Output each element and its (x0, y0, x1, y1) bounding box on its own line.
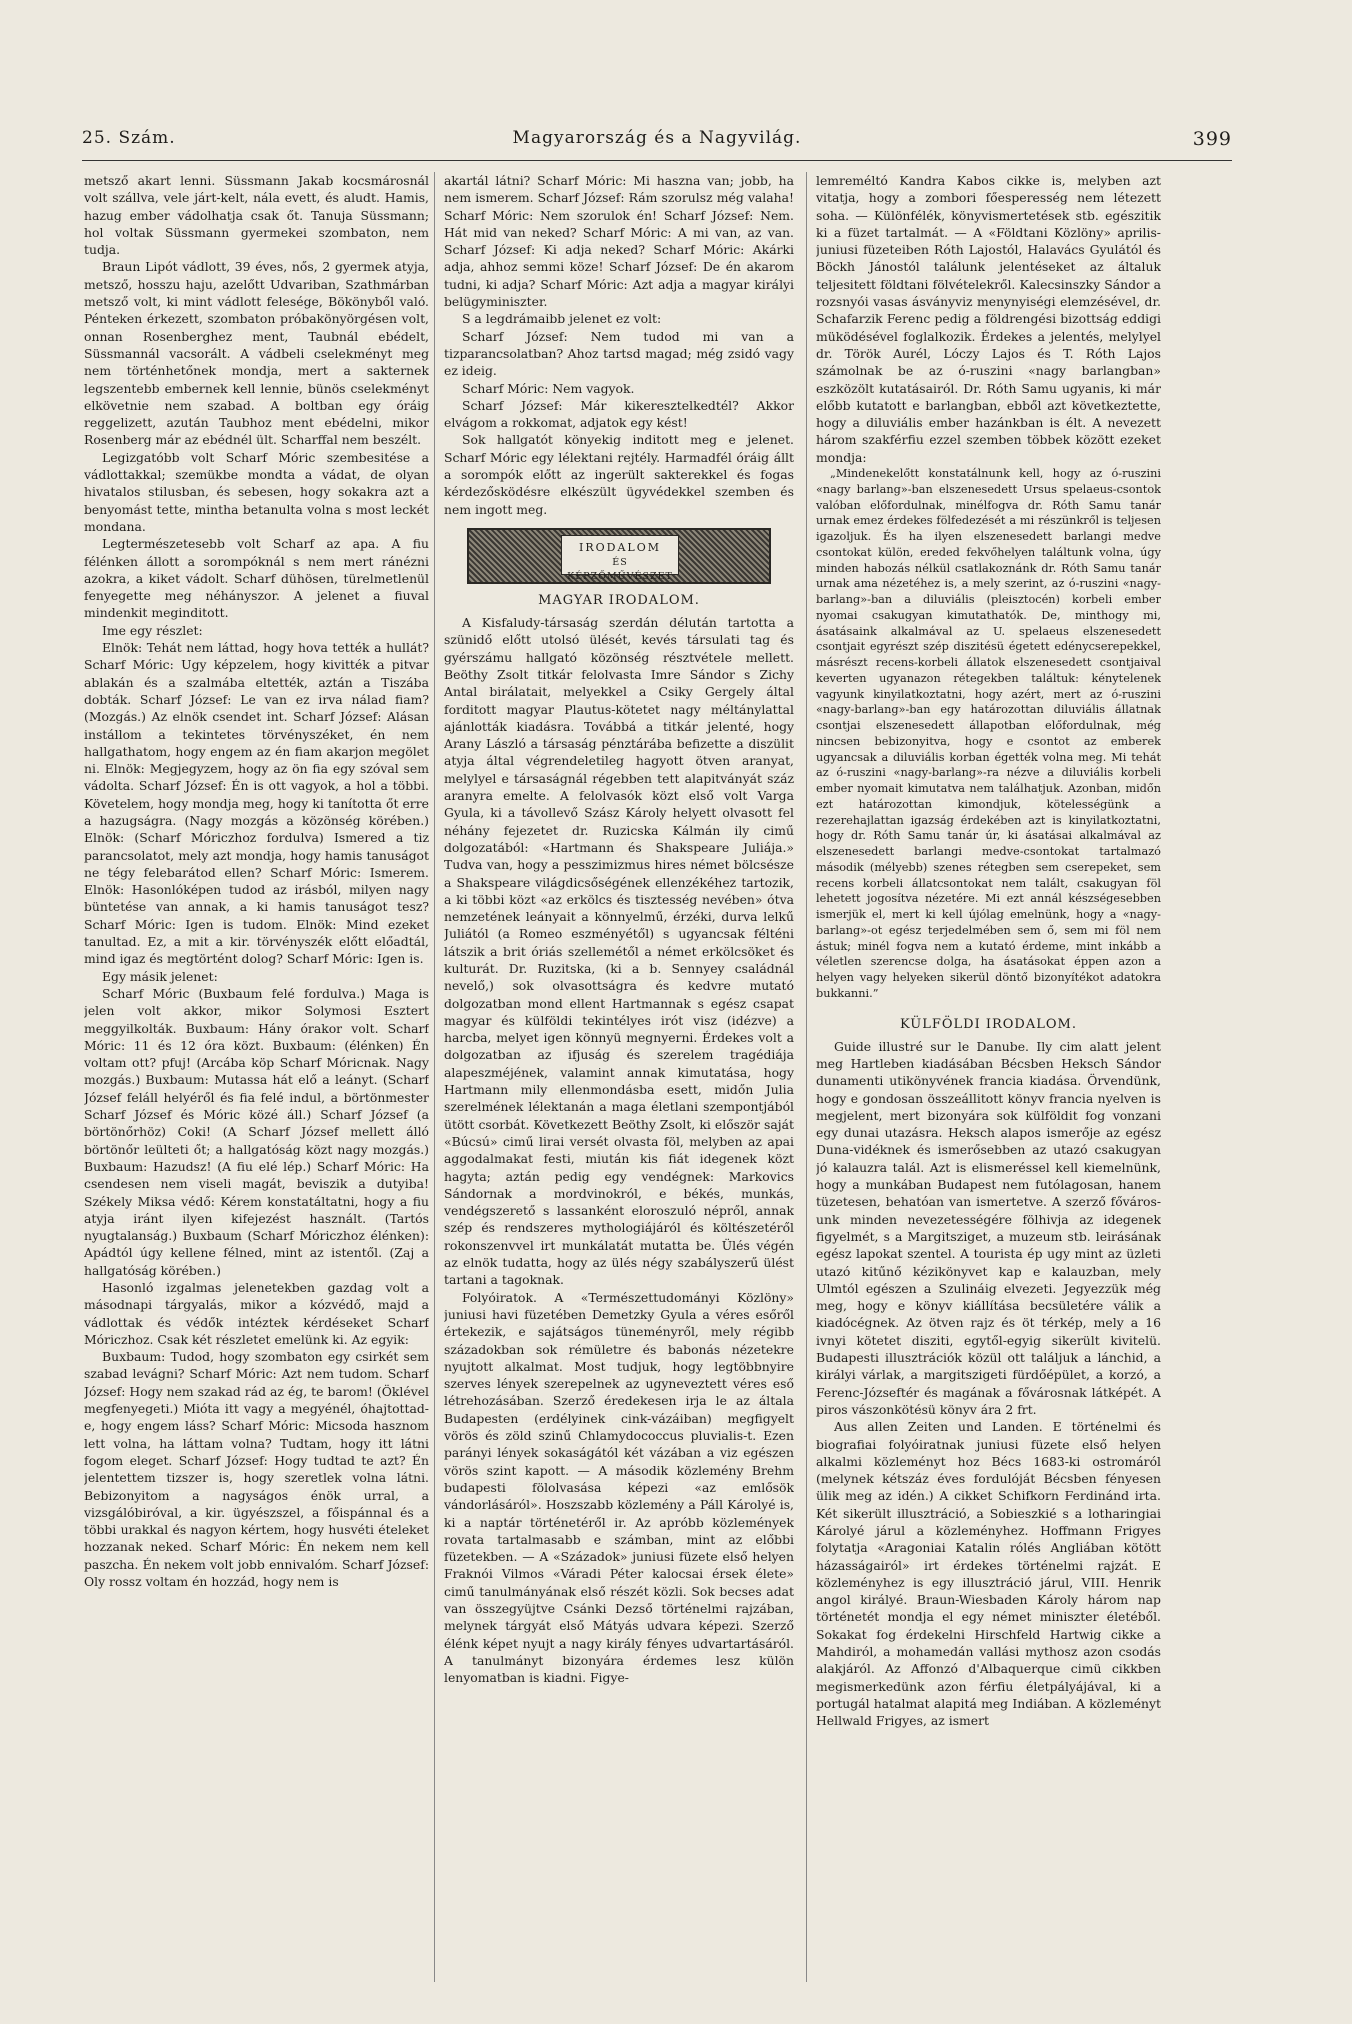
paragraph: Legizgatóbb volt Scharf Móric szembesitése a vádlottakkal; szemükbe mondta a vádat, de olyan hivatalos stilusban, és sebesen, hogy sokakra azt a benyomást tette, mintha betanulta volna s most leckét mondana. (84, 449, 429, 534)
paragraph: Braun Lipót vádlott, 39 éves, nős, 2 gyermek atyja, metsző, hosszu haju, azelőtt Udvariban, Szathmárban metsző volt, ki mint vádlott felesége, Bökönyből való. Pénteken érkezett, szombaton próbakönyörgésen volt, onnan Rosenberghez ment, Taubnál ebédelt, Süssmannál vacsorált. A vádbeli cselekményt meg nem történhetőnek mondja, mert a sakternek legszentebb embernek kell lennie, bünös cselekményt elkövetnie nem szabad. A boltban egy óráig reggelizett, azután Taubhoz ment ebédelni, mikor Rosenberg már az ebédnél ült. Scharffal nem beszélt. (84, 259, 429, 448)
paragraph: S a legdrámaibb jelenet ez volt: (462, 311, 662, 327)
paragraph: akartál látni? Scharf Móric: Mi haszna van; jobb, ha nem ismerem. Scharf József: Rám szorulsz még valaha! Scharf Móric: Nem szorulok én! Scharf József: Nem. Hát mid van neked? Scharf Móric: A mi van, az van. Scharf József: Ki adja neked? Scharf Móric: Akárki adja, ahhoz semmi köze! Scharf József: De én akarom tudni, ki adja? Scharf Móric: Azt adja a magyar királyi belügyminiszter. (444, 173, 794, 310)
paragraph: Egy másik jelenet: (102, 968, 218, 984)
column-divider (434, 172, 435, 1982)
page-header (82, 128, 1232, 160)
header-rule (82, 160, 1232, 161)
column-1 (84, 172, 429, 1992)
section-banner (467, 528, 771, 584)
paragraph: Folyóiratok. A «Természettudományi Közlöny» juniusi havi füzetében Demetzky Gyula a véres esőről értekezik, e sajátságos tüneményről, mely régibb századokban sok rémületre és babonás nézetekre nyujtott alkalmat. Most tudjuk, hogy legtöbbnyire szerves lények szerepelnek az ugyneveztett véres eső létrehozásában. Szerző éredekesen irja le az általa Budapesten (erdélyinek cink-vázáiban) megfigyelt vörös és zöld szinű Chlamydococcus pluvialis-t. Ezen parányi lények sokaságától két vázában a viz egészen vörös szint kapott. — A második közlemény Brehm budapesti fölolvasása képezi «az emlősök vándorlásáról». Hoszszabb közlemény a Páll Károlyé is, ki a naptár történetéről ir. Az apróbb közlemények rovata tartalmasabb e számban, mint az előbbi füzetekben. — A «Századok» juniusi füzete első helyen Fraknói Vilmos «Váradi Péter kalocsai érsek élete» cimű tanulmányának első részét közli. Sok becses adat van összegyüjtve Csánki Dezső történelmi rajzában, melynek tárgyát első Mátyás udvara képezi. Szerző élénk képet nyujt a nagy király fényes udvartartásáról. A tanulmányt bizonyára érdemes lesz külön lenyomatban is kiadni. Figye- (444, 1289, 794, 1686)
column-divider (806, 172, 807, 1982)
page-number: 399 (1192, 128, 1232, 150)
column-2 (444, 172, 794, 1992)
paragraph: Elnök: Tehát nem láttad, hogy hova tették a hullát? Scharf Móric: Ugy képzelem, hogy kivitték a pitvar ablakán és a szalmába eltették, aztán a Tiszába dobták. Scharf József: Le van ez irva nálad fiam? (Mozgás.) Az elnök csendet int. Scharf József: Alásan instállom a tekintetes törvényszéket, én nem hallgathatom, hogy engem az én fiam akarjon megölet ni. Elnök: Megjegyzem, hogy az ön fia egy szóval sem vádolta. Scharf József: Én is ott vagyok, a hol a többi. Követelem, hogy mondja meg, hogy ki tanította őt erre a hazugságra. (Nagy mozgás a közönség körében.) Elnök: (Scharf Móriczhoz fordulva) Ismered a tiz parancsolatot, mely azt mondja, hogy hamis tanuságot ne tégy felebarátod ellen? Scharf Móric: Ismerem. Elnök: Hasonlóképen tudod az irásból, milyen nagy büntetése van annak, a ki hamis tanuságot tesz? Scharf Móric: Igen is tudom. Elnök: Mind ezeket tanultad. Ez, a mit a kir. törvényszék előtt előadtál, mind igaz és megtörtént dolog? Scharf Móric: Igen is. (84, 640, 429, 967)
banner-label (561, 535, 679, 582)
paragraph: Legtermészetesebb volt Scharf az apa. A fiu félénken állott a sorompóknál s nem mert ránézni azokra, a kiket vádolt. Scharf dühösen, türelmetlenül fenyegette meg néhányszor. A jelenet a fiuval mindenkit meginditott. (84, 536, 429, 621)
quote-paragraph: „Mindenekelőtt konstatálnunk kell, hogy az ó-ruszini «nagy barlang»-ban elszenesedett Ursus spelaeus-csontok valóban előfordulnak, minélfogva dr. Róth Samu tanár urnak emez érdekes fölfedezését a mi részünkről is teljesen igazoljuk. És ha ilyen elszenesedett barlangi medve csontokat külön, ereded fekvőhelyen találtunk volna, úgy minden habozás nélkül csatlakoznánk dr. Róth Samu tanár urnak ama nézetéhez is, a mely szerint, az ó-ruszini «nagy-barlang»-ban a diluviális (pleisztocén) korbeli ember nyomai csakugyan kimutathatók. De, minthogy mi, ásatásaink alkalmával az U. spelaeus elszenesedett csontjait egyrészt szép diszitésü égetett edénycserepekkel, másrészt recens-korbeli állatok elszenesedett csontjaival keverten ugyanazon rétegekben találtuk: kénytelenek vagyunk kinyilatkoztatni, hogy azért, mert az ó-ruszini «nagy-barlang»-ban egy határozottan diluviális állatnak csontjai elszenesedett állapotban előfordulnak, még nincsen bebizonyitva, hogy e csontot az emberek ugyancsak a diluviális korban égették volna meg. Mi tehát az ó-ruszini «nagy-barlang»-ra nézve a diluviális korbeli ember nyomait kimutatva nem találhatjuk. Azonban, midőn ezt határozottan kimondjuk, kötelességünk a rezerehajlattan igazság érdekében azt is kinyilatkoztatni, hogy dr. Róth Samu tanár úr, ki ásatásai alkalmával az elszenesedett barlangi medve-csontokat tartalmazó második (mélyebb) szenes rétegben sem cserepeket, sem recens korbeli állatcsontokat nem talált, csakugyan föl lehetett jogosítva nézetére. Mi ezt annál készségesebben ismerjük el, mert ki kell újólag emelnünk, hogy a «nagy-barlang»-ot egész terjedelmében sem ő, sem mi föl nem ástuk; minél fogva nem a kutató érdeme, mint inkább a véletlen szerencse dolga, ha ásatásokat éppen azon a helyen vagy helyeken sikerül döntő bizonyítékot adatokra bukkanni.” (816, 467, 1161, 1000)
section-heading-magyar: MAGYAR IRODALOM. (538, 592, 700, 608)
paragraph: Guide illustré sur le Danube. Ily cim alatt jelent meg Hartleben kiadásában Bécsben Heksch Sándor dunamenti utikönyvének francia kiadása. Örvendünk, hogy e gondosan összeállitott könyv francia nyelven is megjelent, mert bizonyára sok külföldit fog vonzani egy dunai utazásra. Heksch alapos ismerője az egész Duna-vidéknek és ismerősebben az utazó csakugyan jó kalauzra talál. Azt is elismeréssel kell kiemelnünk, hogy a munkában Budapest nem futólagosan, hanem tüzetesen, behatóan van ismertetve. A szerző fővárosunk minden nevezetességére fölhivja az idegenek figyelmét, s a Margitsziget, a muzeum stb. leirásának egész lapokat szentel. A tourista ép ugy mint az üzleti utazó kitűnő kézikönyvet kap e kalauzban, mely Ulmtól egészen a Szulináig elvezeti. Jegyezzük még meg, hogy e könyv kiállítása becsületére válik a kiadócégnek. Az ötven rajz és öt térkép, mely a 16 ivnyi kötetet disziti, egytől-egyig sikerült kivitelü. Budapesti illusztrációk közül ott találjuk a lánchid, a királyi várlak, a margitszigeti fürdőépület, a korzó, a Ferenc-Józseftér és magának a fővárosnak látképét. A piros vászonkötésü könyv ára 2 frt. (816, 1038, 1161, 1417)
banner-line2: ÉS KÉPZŐMŰVÉSZET (567, 556, 673, 582)
paragraph: Hasonló izgalmas jelenetekben gazdag volt a másodnapi tárgyalás, mikor a kózvédő, majd a vádlottak és védők intéztek kérdéseket Scharf Móriczhoz. Csak két részletet emelünk ki. Az egyik: (84, 1280, 429, 1347)
paragraph: Scharf József: Nem tudod mi van a tizparancsolatban? Ahoz tartsd magad; még zsidó vagy ez ideig. (444, 328, 794, 379)
column-3 (816, 172, 1161, 1992)
paragraph: Ime egy részlet: (102, 622, 203, 638)
paragraph: Buxbaum: Tudod, hogy szombaton egy csirkét sem szabad levágni? Scharf Móric: Azt nem tudom. Scharf József: Hogy nem szakad rád az ég, te barom! (Öklével megfenyegeti.) Mióta itt vagy a megyénél, óhajtottad-e, hogy engem láss? Scharf Móric: Micsoda hasznom lett volna, ha láttam volna? Tudtam, hogy itt látni fogom eleget. Scharf József: Hogy tudtad te azt? Én jelentettem tizszer is, hogy szeretlek volna látni. Bebizonyitom a nagyságos énök urral, a vizsgálóbiróval, a kir. ügyészszel, a főispánnal és a többi urakkal és nagyon kértem, hogy husvéti ételeket hozzanak neked. Scharf Móric: Én nekem nem kell paszcha. Én nekem volt jobb ennivalóm. Scharf József: Oly rossz voltam én hozzád, hogy nem is (84, 1349, 429, 1590)
issue-number: 25. Szám. (82, 128, 176, 148)
paragraph: Aus allen Zeiten und Landen. E történelmi és biografiai folyóiratnak juniusi füzete első helyen alkalmi közleményt hoz Bécs 1683-ki ostromáról (melynek kétszáz éves fordulóját Bécsben fényesen ülik meg az idén.) A cikket Schifkorn Ferdinánd irta. Két sikerült illusztráció, a Sobieszkié s a lotharingiai Károlyé járul a közleményhez. Hoffmann Frigyes folytatja «Aragoniai Katalin rólés Angliában kötött házasságairól» irt érdekes történelmi rajzát. E közleményhez is egy illusztráció járul, VIII. Henrik angol királyé. Braun-Wiesbaden Károly három nap történetét mondja el egy német miniszter életéből. Sokakat fog érdekelni Hirschfeld Hartwig cikke a Mahdiról, a mohamedán vallási mythosz azon csodás alakjáról. Az Affonzó d'Albaquerque cimü cikkben megismerkedünk azon férfiu életpályájával, ki a portugál hatalmat alapitá meg Indiában. A közleményt Hellwald Frigyes, az ismert (816, 1419, 1161, 1729)
paragraph: Scharf Móric (Buxbaum felé fordulva.) Maga is jelen volt akkor, mikor Solymosi Esztert meggyilkolták. Buxbaum: Hány órakor volt. Scharf Móric: 11 és 12 óra közt. Buxbaum: (élénken) Én voltam ott? pfuj! (Arcába köp Scharf Móricnak. Nagy mozgás.) Buxbaum: Mutassa hát elő a leányt. (Scharf József feláll helyéről és fia felé indul, a börtönmester Scharf József és Móric közé áll.) Scharf József (a börtönőrhöz) Coki! (A Scharf József mellett álló börtönőr leülteti őt; a hallgatóság közt nagy mozgás.) Buxbaum: Hazudsz! (A fiu elé lép.) Scharf Móric: Ha csendesen nem viseli magát, beviszik a dutyiba! Székely Miksa védő: Kérem konstatáltatni, hogy a fiu atyja iránt ilyen kifejezést használt. (Tartós nyugtalanság.) Buxbaum (Scharf Móriczhoz élénken): Apádtól úgy kellene félned, mint az istentől. (Zaj a hallgatóság körében.) (84, 985, 429, 1278)
paragraph: metsző akart lenni. Süssmann Jakab kocsmárosnál volt szállva, vele járt-kelt, nála evett, és aludt. Hamis, hazug ember vádolhatja csak őt. Tanuja Süssmann; hol voltak Süssmann gyermekei szombaton, nem tudja. (84, 173, 429, 258)
paragraph: Scharf József: Már kikeresztelkedtél? Akkor elvágom a rokkomat, adjatok egy kést! (444, 397, 794, 431)
section-heading-kulfoldi: KÜLFÖLDI IRODALOM. (900, 1016, 1077, 1032)
paragraph: lemreméltó Kandra Kabos cikke is, melyben azt vitatja, hogy a zombori főesperesség nem létezett soha. — Különfélék, könyvismertetések stb. egészitik ki a füzet tartalmát. — A «Földtani Közlöny» aprilis-juniusi füzeteiben Róth Lajostól, Halavács Gyulától és Böckh Jánostól találunk jelentéseket az általuk teljesitett földtani fölvételekről. Kalecsinszky Sándor a rozsnyói vasas ásványviz menynyiségi elemzésével, dr. Schafarzik Ferenc pedig a földrengési bizottság eddigi müködésével foglalkozik. Érdekes a jelentés, melylyel dr. Török Aurél, Lóczy Lajos és T. Róth Lajos számolnak be az ó-ruszini «nagy barlangban» eszközölt kutatásairól. Dr. Róth Samu ugyanis, ki már előbb kutatott e barlangban, ebből azt következtette, hogy a diluviális ember hazánkban is élt. A nevezett három szakférfiu ezzel szemben többek között ezeket mondja: (816, 173, 1161, 465)
journal-title: Magyarország és a Nagyvilág. (512, 128, 802, 148)
banner-line1: IRODALOM (579, 540, 661, 554)
paragraph: Scharf Móric: Nem vagyok. (462, 380, 635, 396)
paragraph: A Kisfaludy-társaság szerdán délután tartotta a szünidő előtt utolsó ülését, kevés társulati tag és gyérszámu hallgató közönség résztvétele mellett. Beöthy Zsolt titkár felolvasta Imre Sándor s Zichy Antal birálatait, melyekkel a Csiky Gergely által forditott magyar Plautus-kötetet nagy méltánylattal ajánlották kiadásra. Továbbá a titkár jelenté, hogy Arany László a társaság pénztárába befizette a diszülit atyja által végrendeletileg hagyott ötven aranyat, melylyel e társaságnál régebben tett alapitványát száz aranyra emelte. A felolvasók közt első volt Varga Gyula, ki a távollevő Szász Károly helyett olvasott fel néhány fejezetet dr. Ruzicska Kálmán ily cimű dolgozatából: «Hartmann és Shakspeare Juliája.» Tudva van, hogy a pesszimizmus hires német bölcsésze a Shakspeare világdicsőségének ellenzékéhez tartozik, a ki többi közt «az erkölcs és tisztesség nevében» ótva nemzetének leányait a könnyelmű, érzéki, durva lelkű Juliától (a Romeo eszményétől) s ugyancsak félténi látszik a brit óriás szellemétől a német erkölcsöket és kulturát. Dr. Ruzitska, (ki a b. Sennyey családnál nevelő,) sok olvasottságra és kedvre mutató dolgozatban mond ellent Hartmannak s egész csapat magyar és külföldi tekintélyes irót visz (idézve) a harcba, melyet igen könnyü megnyerni. Érdekes volt a dolgozatban az ifjuság és szerelem tragédiája alapeszméjének, valamint annak kimutatása, hogy Hartmann mily ellenmondásba esett, midőn Julia szerelmének lélektanán a maga életlani szempontjából ütött csorbát. Következett Beöthy Zsolt, ki először saját «Búcsú» cimű lirai versét olvasta föl, melyben az apai aggodalmakat festi, miután kis fiát idegenek közt hagyta; aztán pedig egy vendégnek: Markovics Sándornak a mordvinokról, e békés, munkás, vendégszerető s lassanként eloroszuló népről, annak szép és rendszeres mythologiájáról és költészetéről rokonszenvvel irt munkálatát mutatta be. Ülés végén az elnök tudatta, hogy az ülés négy szabályszerű ülést tartani a tagoknak. (444, 615, 794, 1288)
paragraph: Sok hallgatót könyekig inditott meg e jelenet. Scharf Móric egy lélektani rejtély. Harmadfél óráig állt a sorompók előtt az ingerült sakterekkel és fogas kérdezősködésre elkészült ügyvédekkel szemben és nem ingott meg. (444, 432, 794, 517)
